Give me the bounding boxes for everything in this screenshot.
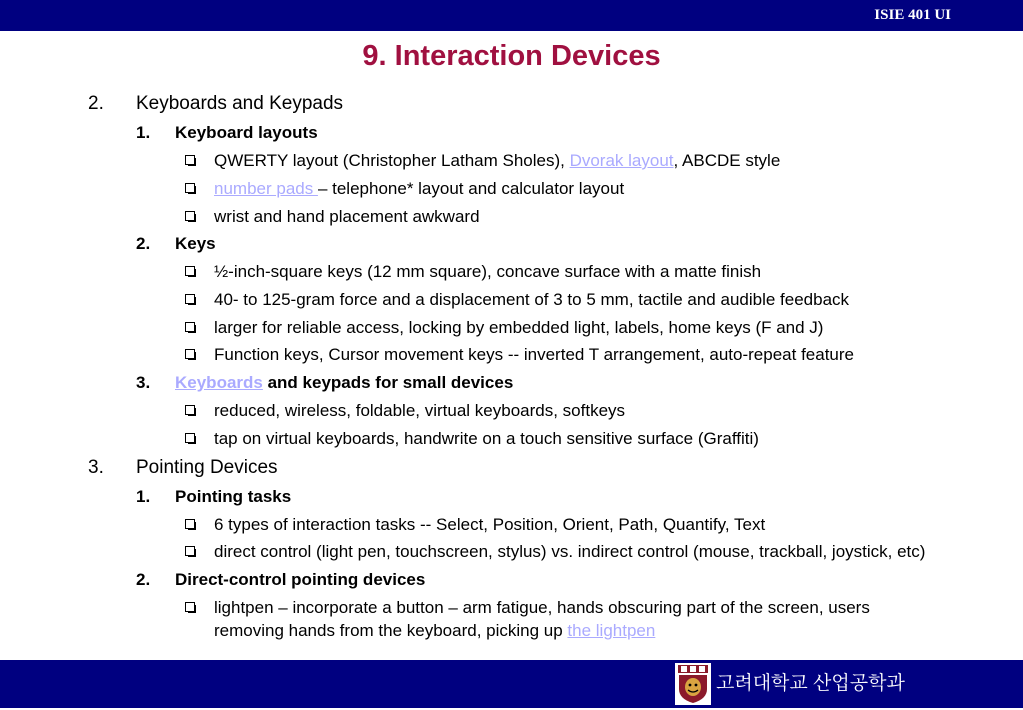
checkbox-bullet-icon: [185, 546, 195, 556]
checkbox-bullet-icon: [185, 602, 195, 612]
checkbox-bullet-icon: [185, 433, 195, 443]
course-label: ISIE 401 UI: [645, 0, 1023, 31]
checkbox-bullet-icon: [185, 266, 195, 276]
checkbox-bullet-icon: [185, 349, 195, 359]
the-lightpen-link[interactable]: the lightpen: [567, 621, 656, 640]
dvorak-layout-link[interactable]: Dvorak layout: [569, 151, 674, 170]
header-bar: [0, 0, 1023, 31]
university-name: 고려대학교 산업공학과: [716, 673, 905, 694]
number-pads-link[interactable]: number pads: [214, 179, 318, 198]
keyboards-link[interactable]: Keyboards: [175, 373, 263, 392]
checkbox-bullet-icon: [185, 322, 195, 332]
checkbox-bullet-icon: [185, 519, 195, 529]
slide-title: 9. Interaction Devices: [362, 40, 661, 72]
checkbox-bullet-icon: [185, 294, 195, 304]
checkbox-bullet-icon: [185, 211, 195, 221]
checkbox-bullet-icon: [185, 155, 195, 165]
university-logo-icon: [675, 663, 711, 705]
checkbox-bullet-icon: [185, 183, 195, 193]
checkbox-bullet-icon: [185, 405, 195, 415]
